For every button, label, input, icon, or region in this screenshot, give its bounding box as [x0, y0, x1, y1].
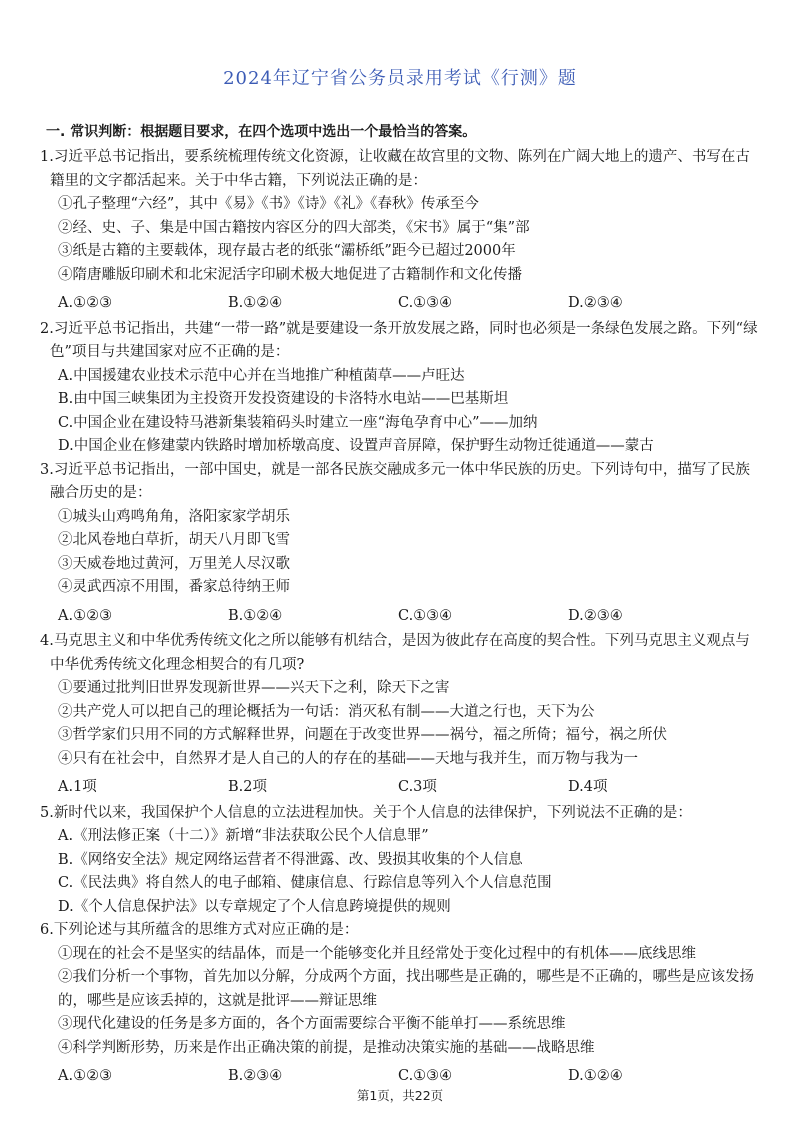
question-text: 习近平总书记指出，共建“一带一路”就是要建设一条开放发展之路，同时也必须是一条绿色发展之路。下列“绿色”项目与共建国家对应不正确的是： [50, 320, 758, 360]
question-statement: ④隋唐雕版印刷术和北宋泥活字印刷术极大地促进了古籍制作和文化传播 [58, 266, 522, 283]
question-number: 4. [40, 633, 54, 649]
question-statement: ③天威卷地过黄河，万里羌人尽汉歌 [58, 555, 290, 572]
page-title: 2024年辽宁省公务员录用考试《行测》题 [223, 68, 577, 89]
question-statement: ①要通过批判旧世界发现新世界——兴天下之利，除天下之害 [58, 680, 450, 696]
page-footer: 第1页，共22页 [356, 1088, 444, 1103]
answer-choices [40, 776, 762, 800]
answer-choice[interactable]: C.3项 [398, 779, 437, 795]
answer-choice[interactable]: D.①②④ [568, 1068, 623, 1084]
question-statement: ④灵武西凉不用围，番家总待纳王师 [58, 579, 290, 595]
section-heading: 一. 常识判断：根据题目要求，在四个选项中选出一个最恰当的答案。 [46, 124, 477, 140]
question-statement: D.中国企业在修建蒙内铁路时增加桥墩高度、设置声音屏障，保护野生动物迁徙通道——蒙古 [58, 438, 654, 454]
question-6 [40, 919, 762, 1089]
question-statement: ②我们分析一个事物，首先加以分解，分成两个方面，找出哪些是正确的，哪些是不正确的，哪些是应该发扬的，哪些是应该丢掉的，这就是批评——辩证思维 [58, 969, 754, 1009]
answer-choice[interactable]: D.4项 [568, 779, 608, 795]
question-3 [40, 459, 762, 629]
answer-choice[interactable]: B.②③④ [228, 1068, 283, 1084]
question-statement: ③纸是古籍的主要载体，现存最古老的纸张“灞桥纸”距今已超过2000年 [58, 243, 516, 259]
question-statement: D.《个人信息保护法》以专章规定了个人信息跨境提供的规则 [58, 898, 451, 915]
answer-choice[interactable]: B.①②④ [228, 295, 283, 311]
answer-choice[interactable]: D.②③④ [568, 607, 623, 624]
question-stem [40, 459, 762, 506]
question-number: 2. [40, 320, 54, 337]
answer-choice[interactable]: A.①②③ [58, 1068, 113, 1084]
question-4 [40, 630, 762, 800]
question-statement: ④只有在社会中，自然界才是人自己的人的存在的基础——天地与我并生，而万物与我为一 [58, 750, 638, 767]
question-number: 6. [40, 922, 54, 938]
answer-choice[interactable]: C.①③④ [398, 607, 453, 624]
answer-choice[interactable]: A.1项 [58, 779, 97, 795]
questions-list [40, 146, 762, 1091]
answer-choices [40, 1065, 762, 1089]
question-number: 5. [40, 804, 54, 821]
answer-choice[interactable]: D.②③④ [568, 295, 623, 311]
answer-choice[interactable]: B.①②④ [228, 607, 283, 624]
question-statement: A.中国援建农业技术示范中心并在当地推广种植菌草——卢旺达 [58, 367, 465, 384]
question-text: 习近平总书记指出，要系统梳理传统文化资源，让收藏在故宫里的文物、陈列在广阔大地上的遗产、书写在古籍里的文字都活起来。关于中华古籍，下列说法正确的是： [50, 149, 750, 189]
question-stem [40, 630, 762, 677]
question-number: 3. [40, 461, 54, 478]
question-statement: A.《刑法修正案（十二）》新增“非法获取公民个人信息罪” [58, 828, 429, 844]
question-2 [40, 318, 762, 459]
question-number: 1. [40, 149, 54, 165]
question-text: 马克思主义和中华优秀传统文化之所以能够有机结合，是因为彼此存在高度的契合性。下列马克思主义观点与中华优秀传统文化理念相契合的有几项? [50, 633, 750, 673]
answer-choice[interactable]: A.①②③ [58, 607, 113, 624]
answer-choice[interactable]: A.①②③ [58, 295, 113, 311]
question-stem [40, 318, 762, 365]
question-statement: ②北风卷地白草折，胡天八月即飞雪 [58, 532, 290, 548]
question-statement: C.中国企业在建设特马港新集装箱码头时建立一座“海龟孕育中心”——加纳 [58, 414, 538, 431]
answer-choice[interactable]: B.2项 [228, 779, 267, 795]
answer-choices [40, 605, 762, 629]
question-text: 习近平总书记指出，一部中国史，就是一部各民族交融成多元一体中华民族的历史。下列诗句中，描写了民族融合历史的是： [50, 461, 750, 501]
question-statement: ①孔子整理“六经”，其中《易》《书》《诗》《礼》《春秋》传承至今 [58, 196, 479, 212]
question-statement: ①现在的社会不是坚实的结晶体，而是一个能够变化并且经常处于变化过程中的有机体——底线思维 [58, 945, 696, 962]
question-statement: ④科学判断形势，历来是作出正确决策的前提，是推动决策实施的基础——战略思维 [58, 1039, 595, 1056]
answer-choices [40, 292, 762, 316]
question-1 [40, 146, 762, 316]
answer-choice[interactable]: C.①③④ [398, 1068, 453, 1084]
question-stem [40, 146, 762, 193]
answer-choice[interactable]: C.①③④ [398, 295, 453, 311]
question-statement: ②经、史、子、集是中国古籍按内容区分的四大部类，《宋书》属于“集”部 [58, 219, 530, 236]
question-stem [40, 919, 762, 943]
question-statement: ③现代化建设的任务是多方面的，各个方面需要综合平衡不能单打——系统思维 [58, 1016, 566, 1032]
question-statement: B.《网络安全法》规定网络运营者不得泄露、改、毁损其收集的个人信息 [58, 851, 523, 868]
question-statement: C.《民法典》将自然人的电子邮箱、健康信息、行踪信息等列入个人信息范围 [58, 875, 552, 891]
question-statement: ①城头山鸡鸣角角，洛阳家家学胡乐 [58, 508, 290, 525]
question-statement: ③哲学家们只用不同的方式解释世界，问题在于改变世界——祸兮，福之所倚；福兮，祸之所伏 [58, 727, 667, 743]
question-statement: B.由中国三峡集团为主投资开发投资建设的卡洛特水电站——巴基斯坦 [58, 391, 509, 407]
question-5 [40, 802, 762, 920]
question-text: 下列论述与其所蕴含的思维方式对应正确的是： [53, 922, 359, 938]
question-stem [40, 802, 762, 826]
question-text: 新时代以来，我国保护个人信息的立法进程加快。关于个人信息的法律保护，下列说法不正确的是： [53, 804, 692, 821]
question-statement: ②共产党人可以把自己的理论概括为一句话：消灭私有制——大道之行也，天下为公 [58, 703, 595, 720]
